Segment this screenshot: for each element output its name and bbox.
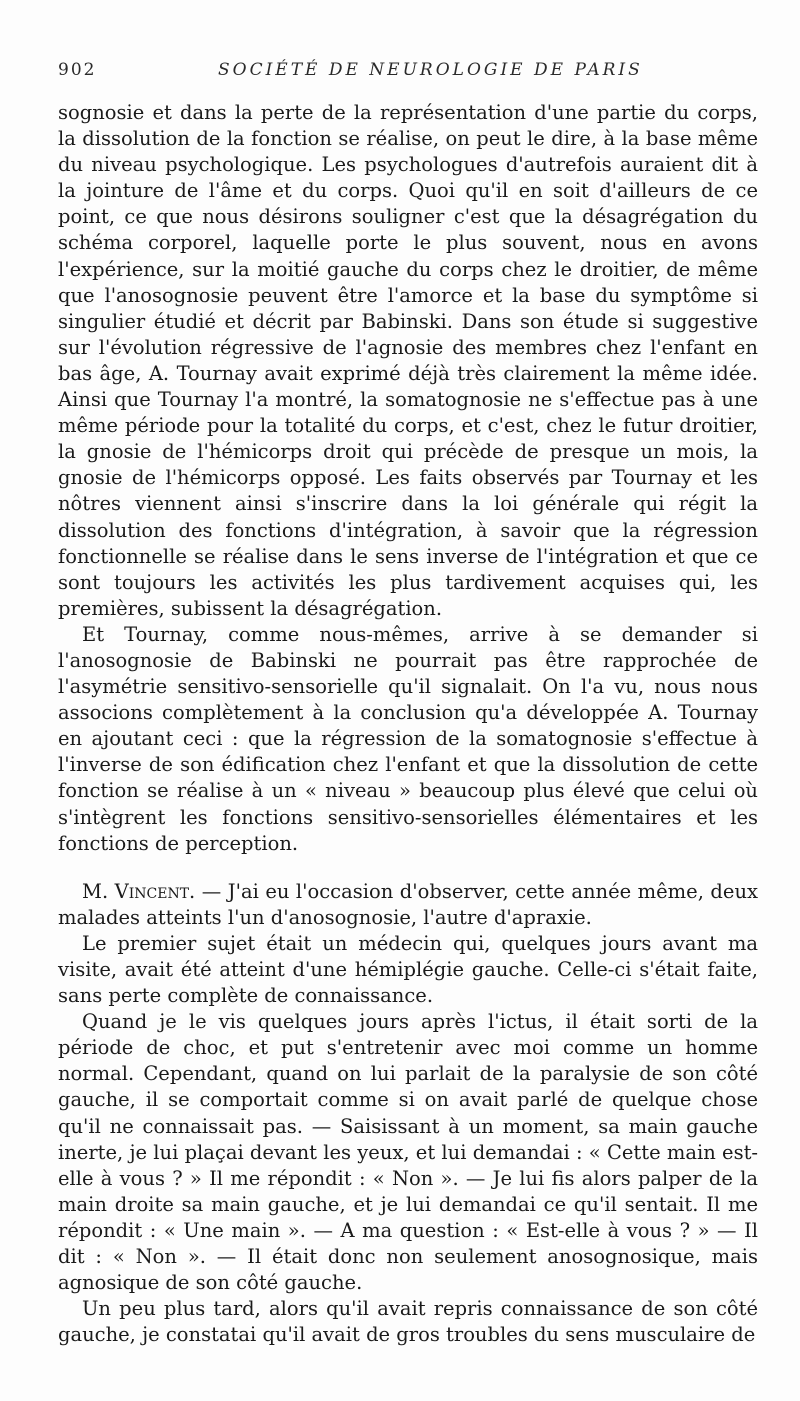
page-number: 902 <box>58 60 97 80</box>
paragraph-later: Un peu plus tard, alors qu'il avait repris connaissance de son côté gauche, je constatai qu'il avait de gros troubles du sens musculaire de <box>58 1297 758 1347</box>
speaker-name: M. Vincent. <box>82 879 196 903</box>
body-text <box>58 100 758 1348</box>
paragraph-continued: sognosie et dans la perte de la représentation d'une partie du corps, la dissolution de la fonction se réalise, on peut le dire, à la base même du niveau psychologique. Les psychologues d'autrefois auraient dit à la jointure de l'âme et du corps. Quoi qu'il en soit d'ailleurs de ce point, ce que nous désirons souligner c'est que la désagrégation du schéma corporel, laquelle porte le plus souvent, nous en avons l'expérience, sur la moitié gauche du corps chez le droitier, de même que l'anosognosie peuvent être l'amorce et la base du symptôme si singulier étudié et décrit par Babinski. Dans son étude si suggestive sur l'évolution régressive de l'agnosie des membres chez l'enfant en bas âge, A. Tournay avait exprimé déjà très clairement la même idée. Ainsi que Tournay l'a montré, la somatognosie ne s'effectue pas à une même période pour la totalité du corps, et c'est, chez le futur droitier, la gnosie de l'hémicorps droit qui précède de presque un mois, la gnosie de l'hémicorps opposé. Les faits observés par Tournay et les nôtres viennent ainsi s'inscrire dans la loi générale qui régit la dissolution des fonctions d'intégration, à savoir que la régression fonctionnelle se réalise dans le sens inverse de l'intégration et que ce sont toujours les activités les plus tardivement acquises qui, les premières, subissent la désagrégation. <box>58 101 758 620</box>
discussion-opening-text: — J'ai eu l'occasion d'observer, cette année même, deux malades atteints l'un d'anosognosie, l'autre d'apraxie. <box>58 879 758 929</box>
paragraph-examination: Quand je le vis quelques jours après l'ictus, il était sorti de la période de choc, et put s'entretenir avec moi comme un homme normal. Cependant, quand on lui parlait de la paralysie de son côté gauche, il se comportait comme si on avait parlé de quelque chose qu'il ne connaissait pas. — Saisissant à un moment, sa main gauche inerte, je lui plaçai devant les yeux, et lui demandai : « Cette main est-elle à vous ? » Il me répondit : « Non ». — Je lui fis alors palper de la main droite sa main gauche, et je lui demandai ce qu'il sentait. Il me répondit : « Une main ». — A ma question : « Est-elle à vous ? » — Il dit : « Non ». — Il était donc non seulement anosognosique, mais agnosique de son côté gauche. <box>58 1010 758 1295</box>
section-gap <box>58 857 758 879</box>
running-title: SOCIÉTÉ DE NEUROLOGIE DE PARIS <box>218 60 643 80</box>
discussion-opening <box>58 879 758 931</box>
paragraph-first-subject: Le premier sujet était un médecin qui, quelques jours avant ma visite, avait été atteint d'une hémiplégie gauche. Celle-ci s'était faite, sans perte complète de connaissance. <box>58 931 758 1008</box>
running-header <box>58 60 752 86</box>
paragraph-tournay: Et Tournay, comme nous-mêmes, arrive à se demander si l'anosognosie de Babinski ne pourrait pas être rapprochée de l'asymétrie sensitivo-sensorielle qu'il signalait. On l'a vu, nous nous associons complètement à la conclusion qu'a développée A. Tournay en ajoutant ceci : que la régression de la somatognosie s'effectue à l'inverse de son édification chez l'enfant et que la dissolution de cette fonction se réalise à un « niveau » beaucoup plus élevé que celui où s'intègrent les fonctions sensitivo-sensorielles élémentaires et les fonctions de perception. <box>58 622 758 855</box>
